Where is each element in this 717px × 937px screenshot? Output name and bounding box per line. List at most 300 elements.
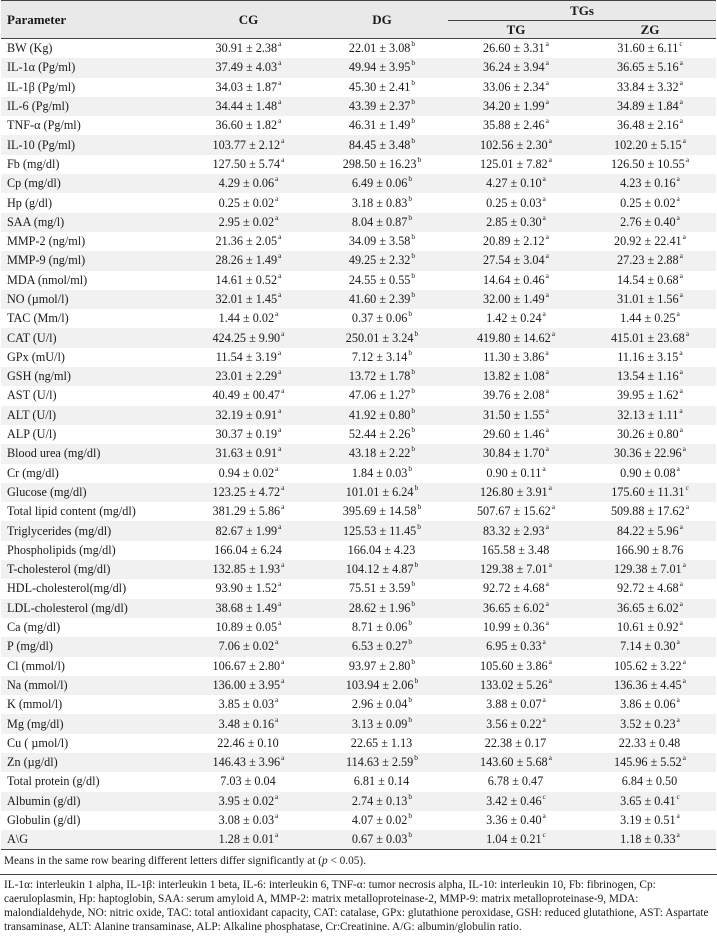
tg-significance-letter: a xyxy=(545,251,549,261)
table-row xyxy=(1,367,716,386)
tg-mean-sd: 0.25 ± 0.03 xyxy=(486,195,542,210)
cg-value-cell xyxy=(181,213,316,232)
tg-mean-sd: 26.60 ± 3.31 xyxy=(483,41,545,56)
cg-mean-sd: 3.95 ± 0.02 xyxy=(218,793,275,808)
header-dg: DG xyxy=(316,1,448,39)
zg-significance-letter: a xyxy=(679,405,683,415)
cg-mean-sd: 11.54 ± 3.19 xyxy=(215,349,277,364)
zg-significance-letter: a xyxy=(682,675,686,685)
zg-significance-letter: c xyxy=(685,482,689,492)
zg-significance-letter: a xyxy=(676,695,680,705)
table-row xyxy=(1,830,716,850)
zg-mean-sd: 30.36 ± 22.96 xyxy=(614,446,682,461)
dg-value-cell xyxy=(316,232,448,251)
dg-significance-letter: b xyxy=(411,251,416,261)
cg-value-cell xyxy=(181,309,316,328)
zg-value-cell xyxy=(584,483,716,502)
zg-mean-sd: 3.86 ± 0.06 xyxy=(620,697,676,712)
dg-mean-sd: 0.37 ± 0.06 xyxy=(351,311,408,326)
zg-value-cell xyxy=(584,676,716,695)
parameter-cell: IL-6 (Pg/ml) xyxy=(1,97,181,116)
dg-mean-sd: 104.12 ± 4.87 xyxy=(345,562,414,577)
cg-value-cell xyxy=(181,676,316,695)
cg-mean-sd: 32.01 ± 1.45 xyxy=(215,292,278,306)
tg-significance-letter: a xyxy=(551,328,556,338)
zg-mean-sd: 2.76 ± 0.40 xyxy=(620,214,676,229)
table-row xyxy=(1,772,716,791)
cg-mean-sd: 30.91 ± 2.38 xyxy=(215,41,278,56)
parameter-cell: IL-10 (Pg/ml) xyxy=(1,135,181,154)
zg-mean-sd: 92.72 ± 4.68 xyxy=(617,581,679,596)
dg-mean-sd: 125.53 ± 11.45 xyxy=(342,523,417,538)
dg-mean-sd: 1.84 ± 0.03 xyxy=(351,465,408,480)
cg-significance-letter: a xyxy=(278,598,282,608)
table-row xyxy=(1,464,716,483)
tg-mean-sd: 34.20 ± 1.99 xyxy=(483,99,545,114)
cg-value-cell xyxy=(181,58,316,77)
dg-value-cell xyxy=(316,193,448,212)
tg-mean-sd: 419.80 ± 14.62 xyxy=(476,330,551,345)
dg-significance-letter: b xyxy=(414,482,419,492)
cg-mean-sd: 21.36 ± 2.05 xyxy=(215,234,278,249)
tg-significance-letter: a xyxy=(545,444,549,454)
table-row xyxy=(1,213,716,232)
zg-mean-sd: 145.96 ± 5.52 xyxy=(614,755,682,770)
dg-significance-letter: b xyxy=(417,154,422,164)
cg-mean-sd: 36.60 ± 1.82 xyxy=(215,118,278,133)
dg-value-cell xyxy=(316,502,448,521)
cg-mean-sd: 127.50 ± 5.74 xyxy=(212,156,281,171)
cg-mean-sd: 82.67 ± 1.99 xyxy=(215,523,278,538)
table-row xyxy=(1,792,716,811)
dg-mean-sd: 52.44 ± 2.26 xyxy=(348,427,411,442)
dg-mean-sd: 114.63 ± 2.59 xyxy=(346,755,414,770)
cg-significance-letter: a xyxy=(278,232,282,242)
tg-mean-sd: 1.04 ± 0.21 xyxy=(486,832,542,847)
tg-value-cell xyxy=(448,213,584,232)
tg-mean-sd: 83.32 ± 2.93 xyxy=(483,523,545,538)
tg-mean-sd: 3.42 ± 0.46 xyxy=(486,793,542,808)
parameter-cell: Blood urea (mg/dl) xyxy=(1,444,181,463)
dg-mean-sd: 6.49 ± 0.06 xyxy=(351,176,408,191)
cg-mean-sd: 38.68 ± 1.49 xyxy=(215,600,278,615)
zg-mean-sd: 84.22 ± 5.96 xyxy=(617,523,679,538)
cg-significance-letter: a xyxy=(278,116,282,126)
zg-value-cell xyxy=(584,792,716,811)
cg-significance-letter: a xyxy=(278,270,282,280)
tg-significance-letter: a xyxy=(542,463,546,473)
dg-mean-sd: 49.25 ± 2.32 xyxy=(348,253,411,268)
dg-mean-sd: 47.06 ± 1.27 xyxy=(348,388,411,403)
zg-mean-sd: 509.88 ± 17.62 xyxy=(610,504,685,519)
dg-mean-sd: 41.60 ± 2.39 xyxy=(348,292,411,306)
parameter-cell: Total protein (g/dl) xyxy=(1,772,181,791)
tg-mean-sd: 11.30 ± 3.86 xyxy=(483,349,545,364)
dg-significance-letter: b xyxy=(408,309,413,319)
tg-mean-sd: 133.02 ± 5.26 xyxy=(480,677,548,692)
tg-mean-sd: 165.58 ± 3.48 xyxy=(481,542,550,557)
dg-mean-sd: 22.01 ± 3.08 xyxy=(348,41,411,56)
tg-significance-letter: a xyxy=(542,637,546,647)
tg-significance-letter: a xyxy=(545,521,549,531)
tg-significance-letter: a xyxy=(545,290,549,299)
tg-value-cell xyxy=(448,78,584,97)
zg-value-cell xyxy=(584,695,716,714)
tg-mean-sd: 36.24 ± 3.94 xyxy=(483,60,545,75)
tg-value-cell xyxy=(448,309,584,328)
table-row xyxy=(1,560,716,579)
parameter-cell: Mg (mg/dl) xyxy=(1,714,181,733)
cg-mean-sd: 166.04 ± 6.24 xyxy=(214,542,282,557)
zg-value-cell xyxy=(584,830,716,850)
table-row xyxy=(1,271,716,290)
dg-significance-letter: b xyxy=(411,97,416,107)
dg-value-cell xyxy=(316,714,448,733)
tg-mean-sd: 14.64 ± 0.46 xyxy=(483,272,545,287)
cg-significance-letter: a xyxy=(278,77,282,87)
parameter-cell: BW (Kg) xyxy=(1,39,181,59)
cg-significance-letter: a xyxy=(278,405,282,415)
cg-significance-letter: a xyxy=(281,328,285,338)
table-row xyxy=(1,328,716,347)
zg-significance-letter: a xyxy=(676,463,680,473)
parameter-cell: GPx (mU/l) xyxy=(1,348,181,367)
zg-significance-letter: a xyxy=(679,367,683,377)
dg-value-cell xyxy=(316,386,448,405)
cg-mean-sd: 22.46 ± 0.10 xyxy=(217,735,279,750)
cg-mean-sd: 14.61 ± 0.52 xyxy=(215,272,278,287)
zg-mean-sd: 1.18 ± 0.33 xyxy=(620,832,676,847)
cg-value-cell xyxy=(181,386,316,405)
parameter-cell: HDL-cholesterol(mg/dl) xyxy=(1,579,181,598)
cg-mean-sd: 4.29 ± 0.06 xyxy=(218,176,275,191)
tg-value-cell xyxy=(448,753,584,772)
tg-value-cell xyxy=(448,232,584,251)
table-row xyxy=(1,714,716,733)
cg-value-cell xyxy=(181,714,316,733)
zg-mean-sd: 34.89 ± 1.84 xyxy=(617,99,679,114)
tg-value-cell xyxy=(448,502,584,521)
cg-value-cell xyxy=(181,232,316,251)
tg-mean-sd: 3.56 ± 0.22 xyxy=(486,716,542,731)
dg-value-cell xyxy=(316,309,448,328)
cg-significance-letter: a xyxy=(275,695,279,705)
zg-significance-letter: a xyxy=(679,521,683,531)
parameter-cell: Globulin (g/dl) xyxy=(1,811,181,830)
tg-mean-sd: 507.67 ± 15.62 xyxy=(476,504,551,519)
zg-value-cell xyxy=(584,290,716,309)
parameter-cell: MDA (nmol/ml) xyxy=(1,271,181,290)
dg-mean-sd: 7.12 ± 3.14 xyxy=(351,349,408,364)
dg-mean-sd: 24.55 ± 0.55 xyxy=(348,272,411,287)
parameter-cell: ALT (U/l) xyxy=(1,406,181,425)
table-row xyxy=(1,39,716,59)
zg-mean-sd: 31.01 ± 1.56 xyxy=(617,292,679,306)
dg-significance-letter: b xyxy=(414,328,419,338)
dg-significance-letter: b xyxy=(417,521,422,531)
dg-value-cell xyxy=(316,464,448,483)
tg-value-cell xyxy=(448,328,584,347)
dg-significance-letter: b xyxy=(411,290,416,299)
table-body xyxy=(1,39,716,850)
dg-significance-letter: b xyxy=(408,830,413,840)
tg-significance-letter: a xyxy=(545,77,549,87)
dg-mean-sd: 93.97 ± 2.80 xyxy=(348,658,411,673)
tg-value-cell xyxy=(448,116,584,135)
zg-significance-letter: a xyxy=(676,309,680,319)
zg-significance-letter: a xyxy=(679,598,683,608)
zg-value-cell xyxy=(584,213,716,232)
cg-significance-letter: a xyxy=(278,579,282,589)
cg-significance-letter: a xyxy=(278,58,282,68)
table-row xyxy=(1,502,716,521)
tg-mean-sd: 32.00 ± 1.49 xyxy=(483,292,545,306)
zg-mean-sd: 0.90 ± 0.08 xyxy=(620,465,676,480)
dg-mean-sd: 8.04 ± 0.87 xyxy=(351,214,408,229)
cg-significance-letter: a xyxy=(278,97,282,107)
cg-significance-letter: a xyxy=(281,502,285,512)
zg-mean-sd: 129.38 ± 7.01 xyxy=(614,562,682,577)
table-row xyxy=(1,309,716,328)
tg-value-cell xyxy=(448,541,584,560)
zg-mean-sd: 33.84 ± 3.32 xyxy=(617,79,679,94)
zg-mean-sd: 3.65 ± 0.41 xyxy=(620,793,676,808)
dg-mean-sd: 6.53 ± 0.27 xyxy=(351,639,408,654)
dg-significance-letter: b xyxy=(411,656,416,666)
dg-significance-letter: b xyxy=(411,367,416,377)
cg-value-cell xyxy=(181,290,316,309)
parameter-cell: MMP-2 (ng/ml) xyxy=(1,232,181,251)
dg-value-cell xyxy=(316,676,448,695)
cg-mean-sd: 2.95 ± 0.02 xyxy=(218,214,275,229)
tg-value-cell xyxy=(448,560,584,579)
zg-significance-letter: a xyxy=(679,58,683,68)
cg-value-cell xyxy=(181,502,316,521)
zg-significance-letter: a xyxy=(682,232,686,242)
cg-value-cell xyxy=(181,599,316,618)
tg-value-cell xyxy=(448,135,584,154)
tg-value-cell xyxy=(448,251,584,270)
dg-value-cell xyxy=(316,58,448,77)
dg-value-cell xyxy=(316,78,448,97)
parameter-cell: Phospholipids (mg/dl) xyxy=(1,541,181,560)
zg-value-cell xyxy=(584,271,716,290)
table-row xyxy=(1,348,716,367)
zg-value-cell xyxy=(584,734,716,753)
tg-value-cell xyxy=(448,348,584,367)
cg-mean-sd: 23.01 ± 2.29 xyxy=(215,369,278,384)
tg-significance-letter: a xyxy=(542,695,546,705)
zg-significance-letter: a xyxy=(679,97,683,107)
zg-value-cell xyxy=(584,155,716,174)
zg-significance-letter: a xyxy=(679,270,683,280)
tg-value-cell xyxy=(448,58,584,77)
dg-significance-letter: b xyxy=(411,39,416,49)
zg-value-cell xyxy=(584,560,716,579)
table-row xyxy=(1,155,716,174)
table-row xyxy=(1,483,716,502)
zg-mean-sd: 3.19 ± 0.51 xyxy=(620,813,676,828)
cg-value-cell xyxy=(181,271,316,290)
zg-significance-letter: a xyxy=(685,154,690,164)
zg-significance-letter: a xyxy=(682,753,686,763)
tg-value-cell xyxy=(448,637,584,656)
cg-significance-letter: a xyxy=(278,444,282,454)
header-cg: CG xyxy=(181,1,316,39)
dg-mean-sd: 28.62 ± 1.96 xyxy=(348,600,411,615)
dg-mean-sd: 103.94 ± 2.06 xyxy=(345,677,414,692)
dg-significance-letter: b xyxy=(408,174,413,184)
cg-mean-sd: 132.85 ± 1.93 xyxy=(212,562,281,577)
dg-significance-letter: b xyxy=(411,444,416,454)
cg-significance-letter: a xyxy=(278,521,282,531)
cg-significance-letter: a xyxy=(278,251,282,261)
cg-mean-sd: 123.25 ± 4.72 xyxy=(212,484,281,499)
table-row xyxy=(1,116,716,135)
notes-divider xyxy=(0,874,717,875)
tg-significance-letter: a xyxy=(545,232,549,242)
zg-significance-letter: a xyxy=(679,290,683,299)
abbreviations-note: IL-1α: interleukin 1 alpha, IL-1β: interleukin 1 beta, IL-6: interleukin 6, TNF-α: tumor necrosis alpha, IL-10: interleukin 10, Fb: fibrinogen, Cp: caeruloplasmin, Hp: haptoglobin, SAA: serum amyloid A, MMP-2: matrix metalloproteinase-2, MMP-9: matrix metalloproteinase-9, MDA: malondialdehyde, NO: nitric oxide, TAC: total antioxidant capacity, CAT: catalase, GPx: glutathione peroxidase, GSH: reduced glutathione, AST: Aspartate transaminase, ALT: Alanine transaminase, ALP: Alkaline phosphatase, Cr:Creatinine. A/G: albumin/globulin ratio. xyxy=(4,879,709,934)
zg-value-cell xyxy=(584,174,716,193)
zg-mean-sd: 136.36 ± 4.45 xyxy=(614,677,682,692)
tg-value-cell xyxy=(448,39,584,59)
tg-value-cell xyxy=(448,97,584,116)
dg-value-cell xyxy=(316,213,448,232)
table-row xyxy=(1,637,716,656)
zg-value-cell xyxy=(584,309,716,328)
tg-significance-letter: a xyxy=(548,154,552,164)
tg-mean-sd: 13.82 ± 1.08 xyxy=(483,369,545,384)
tg-significance-letter: a xyxy=(545,618,549,628)
tg-mean-sd: 92.72 ± 4.68 xyxy=(483,581,545,596)
tg-significance-letter: a xyxy=(548,656,552,666)
tg-value-cell xyxy=(448,290,584,309)
cg-significance-letter: a xyxy=(281,656,285,666)
zg-value-cell xyxy=(584,58,716,77)
zg-significance-letter: a xyxy=(679,251,683,261)
cg-mean-sd: 40.49 ± 00.47 xyxy=(212,388,281,403)
zg-value-cell xyxy=(584,444,716,463)
tg-value-cell xyxy=(448,830,584,850)
cg-significance-letter: a xyxy=(277,347,282,357)
cg-value-cell xyxy=(181,97,316,116)
zg-mean-sd: 4.23 ± 0.16 xyxy=(620,176,676,191)
cg-value-cell xyxy=(181,657,316,676)
cg-value-cell xyxy=(181,444,316,463)
table-row xyxy=(1,618,716,637)
tg-significance-letter: a xyxy=(548,135,552,145)
cg-mean-sd: 106.67 ± 2.80 xyxy=(212,658,281,673)
dg-significance-letter: b xyxy=(408,791,413,801)
cg-mean-sd: 1.28 ± 0.01 xyxy=(218,832,275,847)
dg-value-cell xyxy=(316,695,448,714)
dg-value-cell xyxy=(316,174,448,193)
zg-mean-sd: 20.92 ± 22.41 xyxy=(614,234,682,249)
dg-mean-sd: 6.81 ± 0.14 xyxy=(353,774,410,789)
dg-mean-sd: 2.96 ± 0.04 xyxy=(351,697,408,712)
cg-mean-sd: 7.06 ± 0.02 xyxy=(218,639,275,654)
parameter-cell: T-cholesterol (mg/dl) xyxy=(1,560,181,579)
dg-significance-letter: b xyxy=(414,675,419,685)
tg-mean-sd: 0.90 ± 0.11 xyxy=(486,465,542,480)
dg-significance-letter: b xyxy=(411,116,416,126)
table-row xyxy=(1,97,716,116)
zg-value-cell xyxy=(584,97,716,116)
cg-mean-sd: 30.37 ± 0.19 xyxy=(215,427,278,442)
dg-mean-sd: 0.67 ± 0.03 xyxy=(351,832,408,847)
cg-mean-sd: 7.03 ± 0.04 xyxy=(220,774,276,789)
tg-value-cell xyxy=(448,155,584,174)
tg-mean-sd: 39.76 ± 2.08 xyxy=(483,388,545,403)
zg-significance-letter: a xyxy=(682,560,686,570)
table-row xyxy=(1,174,716,193)
dg-value-cell xyxy=(316,444,448,463)
cg-value-cell xyxy=(181,251,316,270)
parameter-cell: A\G xyxy=(1,830,181,850)
parameter-cell: LDL-cholesterol (mg/dl) xyxy=(1,599,181,618)
tg-value-cell xyxy=(448,579,584,598)
zg-value-cell xyxy=(584,811,716,830)
table-row xyxy=(1,811,716,830)
dg-mean-sd: 43.18 ± 2.22 xyxy=(348,446,411,461)
parameter-cell: SAA (mg/l) xyxy=(1,213,181,232)
cg-significance-letter: a xyxy=(281,675,285,685)
table-row xyxy=(1,78,716,97)
zg-value-cell xyxy=(584,502,716,521)
dg-mean-sd: 75.51 ± 3.59 xyxy=(348,581,411,596)
tg-value-cell xyxy=(448,772,584,791)
zg-mean-sd: 3.52 ± 0.23 xyxy=(620,716,676,731)
zg-significance-letter: a xyxy=(676,212,680,222)
cg-mean-sd: 34.44 ± 1.48 xyxy=(215,99,278,114)
tg-significance-letter: a xyxy=(542,174,546,184)
zg-value-cell xyxy=(584,637,716,656)
zg-mean-sd: 36.65 ± 6.02 xyxy=(617,600,679,615)
dg-mean-sd: 3.18 ± 0.83 xyxy=(351,195,408,210)
dg-significance-letter: b xyxy=(408,695,413,705)
tg-significance-letter: a xyxy=(542,309,546,319)
zg-mean-sd: 1.44 ± 0.25 xyxy=(620,311,676,326)
tg-significance-letter: a xyxy=(542,193,546,203)
dg-significance-letter: b xyxy=(411,135,416,145)
tg-significance-letter: a xyxy=(548,675,552,685)
cg-value-cell xyxy=(181,772,316,791)
zg-mean-sd: 0.25 ± 0.02 xyxy=(620,195,676,210)
dg-mean-sd: 46.31 ± 1.49 xyxy=(348,118,411,133)
parameter-cell: IL-1β (Pg/ml) xyxy=(1,78,181,97)
cg-mean-sd: 3.08 ± 0.03 xyxy=(218,813,275,828)
zg-value-cell xyxy=(584,328,716,347)
table-row xyxy=(1,406,716,425)
table-row xyxy=(1,135,716,154)
parameter-cell: Ca (mg/dl) xyxy=(1,618,181,637)
tg-mean-sd: 35.88 ± 2.46 xyxy=(483,118,545,133)
parameter-cell: Total lipid content (mg/dl) xyxy=(1,502,181,521)
parameter-cell: NO (µmol/l) xyxy=(1,290,181,309)
parameter-cell: Zn (µg/dl) xyxy=(1,753,181,772)
zg-value-cell xyxy=(584,367,716,386)
zg-value-cell xyxy=(584,232,716,251)
cg-mean-sd: 34.03 ± 1.87 xyxy=(215,79,278,94)
cg-mean-sd: 381.29 ± 5.86 xyxy=(212,504,281,519)
zg-significance-letter: c xyxy=(679,39,683,49)
dg-value-cell xyxy=(316,271,448,290)
zg-significance-letter: a xyxy=(676,714,680,724)
tg-mean-sd: 125.01 ± 7.82 xyxy=(480,156,548,171)
significance-note-pre: Means in the same row bearing different letters differ significantly at ( xyxy=(4,855,322,868)
dg-significance-letter: b xyxy=(411,579,416,589)
